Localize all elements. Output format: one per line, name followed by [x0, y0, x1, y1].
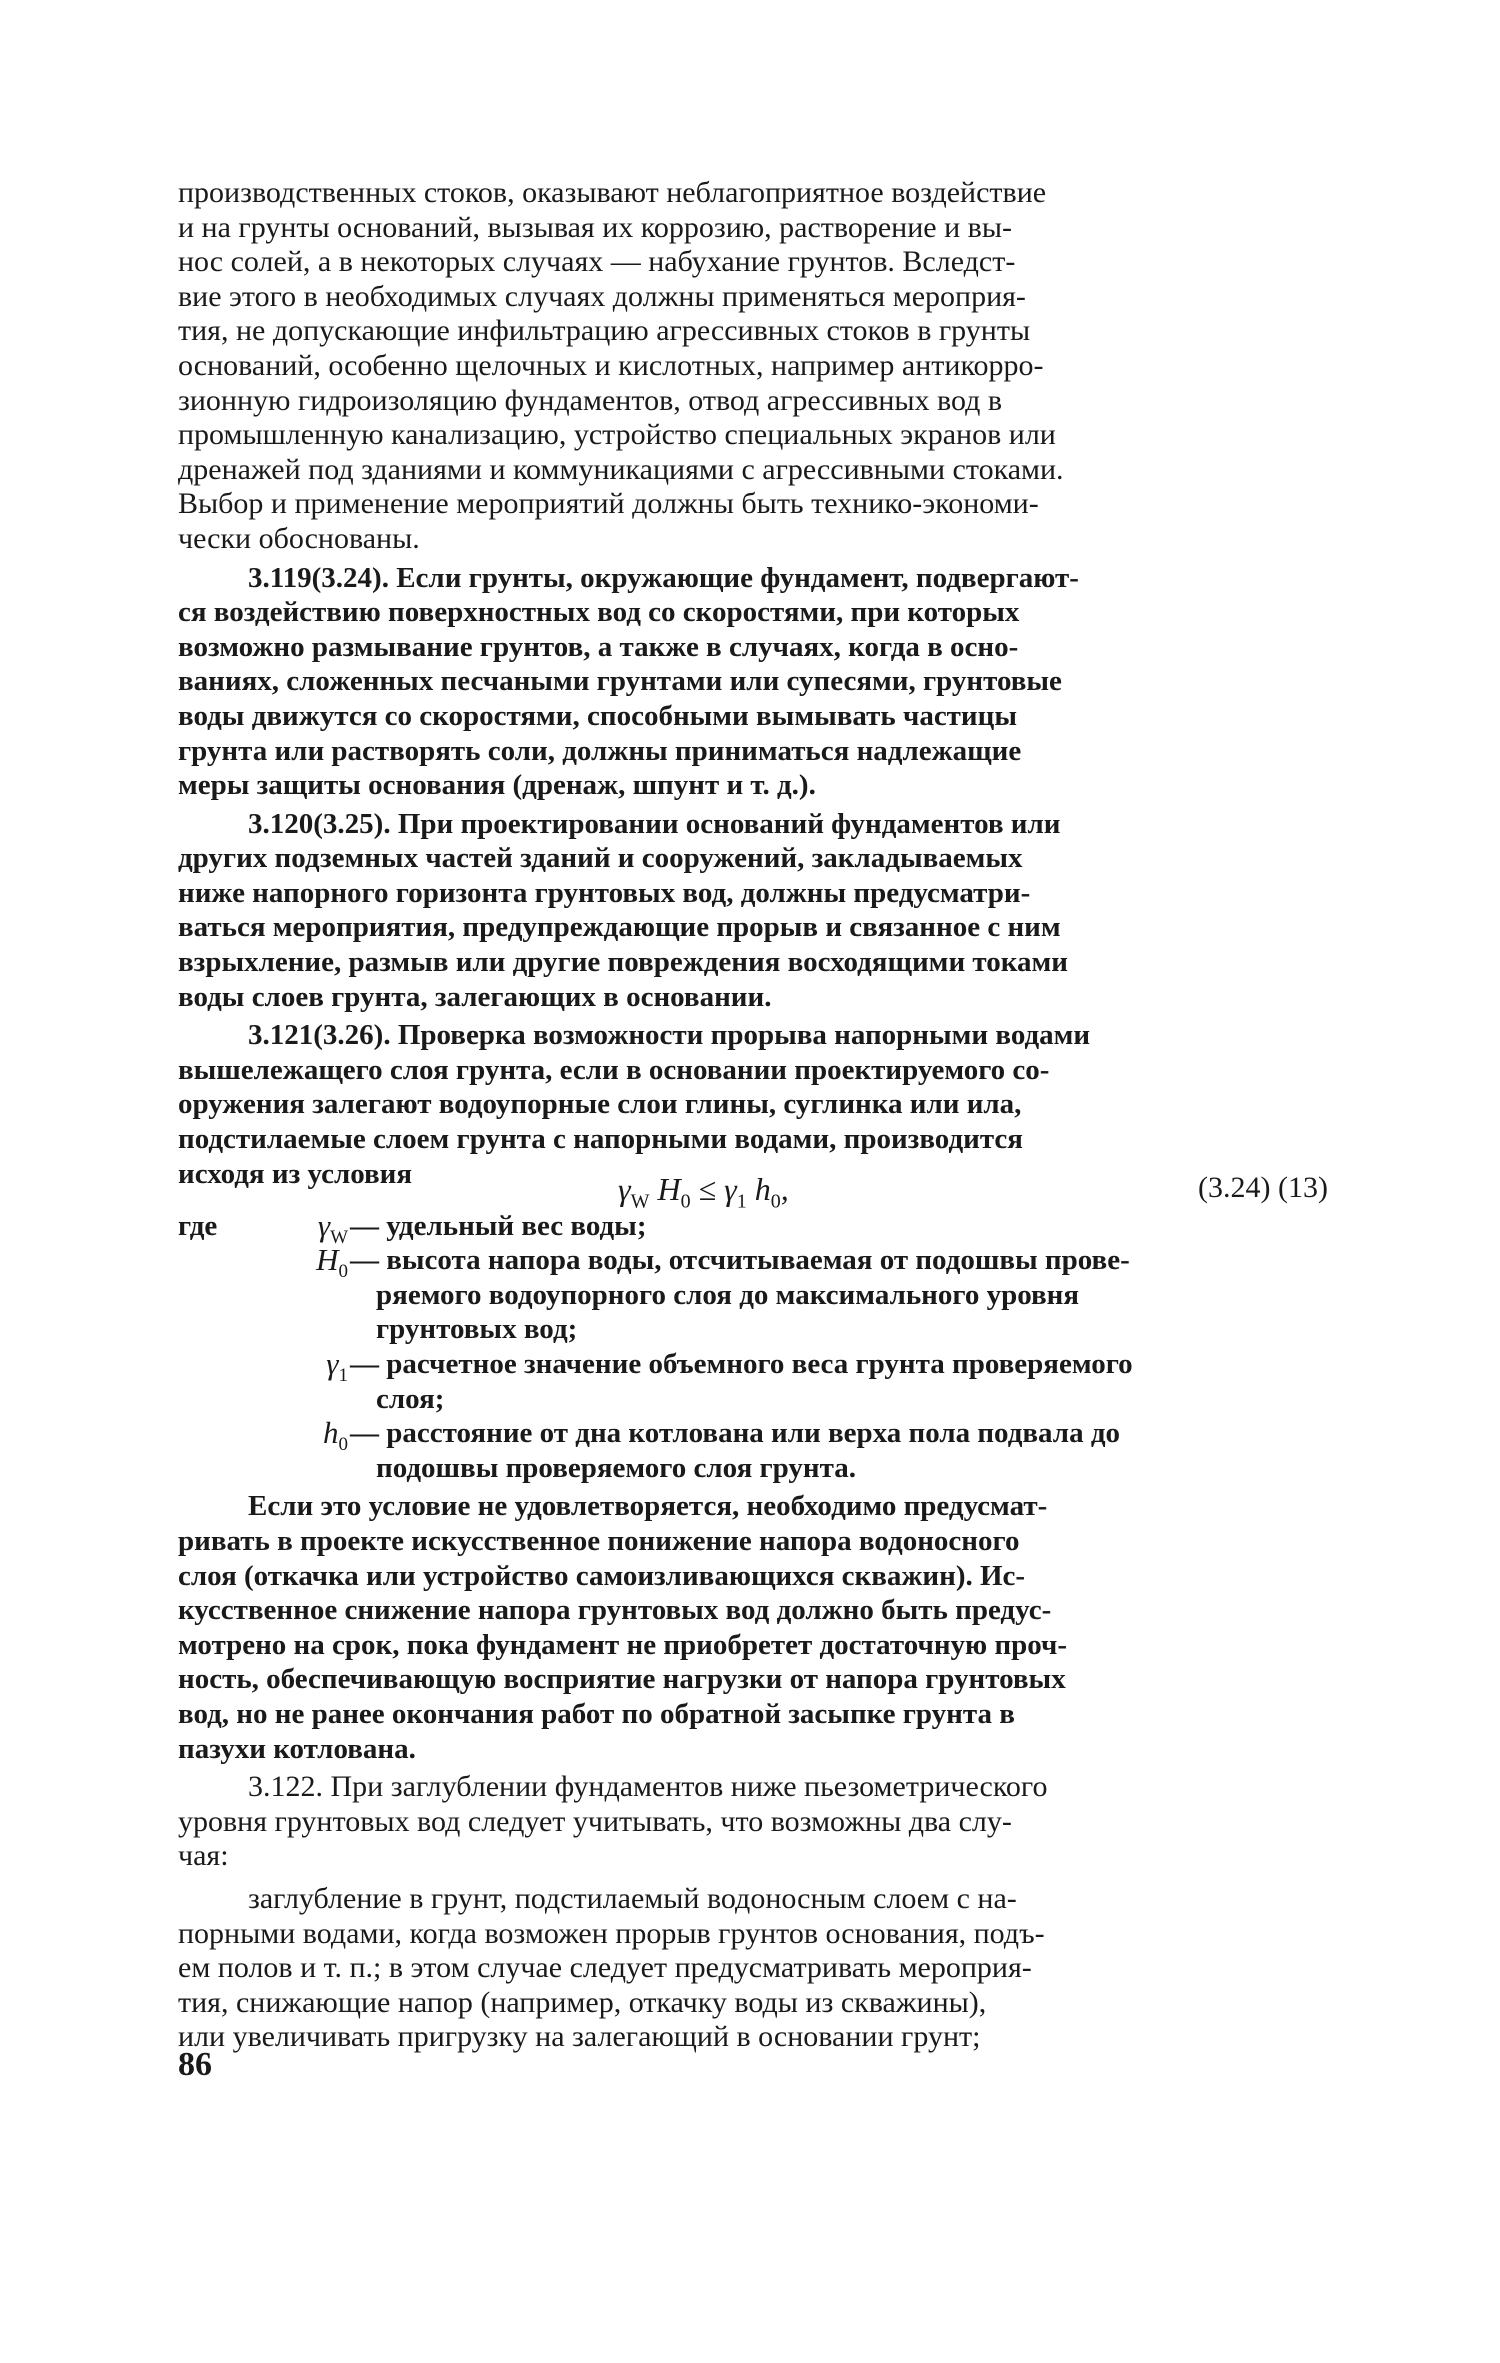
paragraph-condition — [178, 1489, 1328, 1766]
paragraph-3-122 — [178, 1770, 1328, 1874]
text-line: подошвы проверяемого слоя грунта. — [376, 1451, 856, 1484]
paragraph-3-120 — [178, 807, 1328, 1015]
text-line: пазухи котлована. — [178, 1732, 416, 1765]
text-line: Выбор и применение мероприятий должны быть технико-экономи- — [178, 487, 1039, 521]
text-line: тия, снижающие напор (например, откачку воды из скважины), — [178, 1985, 987, 2019]
text-line: — расчетное значение объемного веса грунта проверяемого — [350, 1348, 1133, 1380]
text-line: и на грунты оснований, вызывая их коррозию, растворение и вы- — [178, 210, 1012, 244]
symbol: $\gamma_1$ — [326, 1346, 348, 1387]
text-line: мотрено на срок, пока фундамент не приобретет достаточную проч- — [178, 1628, 1068, 1661]
text-line: кусственное снижение напора грунтовых вод должно быть предус- — [178, 1594, 1052, 1627]
text-line: других подземных частей зданий и сооружений, закладываемых — [178, 842, 1023, 875]
definition-h0 — [178, 1243, 1328, 1347]
text-line: слоя; — [376, 1382, 445, 1415]
text-line: 3.121(3.26). Проверка возможности прорыва напорными водами — [248, 1019, 1091, 1052]
definition-h0-small — [178, 1416, 1328, 1485]
text-line: оружения залегают водоупорные слои глины, суглинка или ила, — [178, 1088, 1022, 1121]
text-line: исходя из условия — [178, 1157, 413, 1190]
text-line: 3.119(3.24). Если грунты, окружающие фундамент, подвергают- — [248, 561, 1079, 594]
text-line: Если это условие не удовлетворяется, необходимо предусмат- — [248, 1490, 1048, 1523]
text-line: ниже напорного горизонта грунтовых вод, должны предусматри- — [178, 876, 1031, 909]
text-line: ряемого водоупорного слоя до максимального уровня — [376, 1278, 1080, 1311]
definition-gamma-w — [178, 1207, 1328, 1248]
symbol: $H_0$ — [316, 1242, 348, 1283]
text-line: — расстояние от дна котлована или верха пола подвала до — [350, 1417, 1121, 1450]
where-label: где — [178, 1209, 218, 1242]
text-line: взрыхление, размыв или другие повреждения восходящими токами — [178, 946, 1068, 979]
text-line: возможно размывание грунтов, а также в случаях, когда в осно- — [178, 630, 1019, 663]
text-line: ность, обеспечивающую восприятие нагрузки от напора грунтовых — [178, 1663, 1066, 1696]
text-line: порными водами, когда возможен прорыв грунтов основания, подъ- — [178, 1916, 1045, 1950]
text-line: вод, но не ранее окончания работ по обратной засыпке грунта в — [178, 1697, 1015, 1730]
symbol: $\gamma_W$ — [317, 1207, 348, 1248]
text-line: чески обоснованы. — [178, 521, 420, 555]
text-line: уровня грунтовых вод следует учитывать, что возможны два слу- — [178, 1804, 1012, 1838]
paragraph-3-119 — [178, 561, 1328, 803]
text-line: дренажей под зданиями и коммуникациями с агрессивными стоками. — [178, 452, 1064, 486]
text-line: ем полов и т. п.; в этом случае следует предусматривать мероприя- — [178, 1951, 1032, 1985]
page-number: 86 — [178, 2046, 212, 2083]
paragraph-3-121 — [178, 1018, 1328, 1156]
text-line: зионную гидроизоляцию фундаментов, отвод агрессивных вод в — [178, 383, 1003, 417]
text-line: ся воздействию поверхностных вод со скоростями, при которых — [178, 596, 1020, 629]
text-line: ривать в проекте искусственное понижение напора водоносного — [178, 1524, 1020, 1557]
text-line: ваться мероприятия, предупреждающие прорыв и связанное с ним — [178, 911, 1061, 944]
text-line: — высота напора воды, отсчитываемая от подошвы прове- — [350, 1244, 1130, 1277]
paragraph-case-one — [178, 1882, 1328, 2055]
text-line: — удельный вес воды; — [350, 1209, 647, 1242]
text-line: тия, не допускающие инфильтрацию агрессивных стоков в грунты — [178, 314, 1031, 348]
body-text — [178, 176, 1328, 2055]
symbol: $h_0$ — [323, 1415, 348, 1456]
text-line: промышленную канализацию, устройство специальных экранов или — [178, 418, 1056, 452]
equation-number: (3.24) (13) — [1198, 1170, 1328, 1204]
definition-gamma-1 — [178, 1347, 1328, 1416]
text-line: нос солей, а в некоторых случаях — набухание грунтов. Вследст- — [178, 245, 1016, 279]
text-line: 3.120(3.25). При проектировании оснований фундаментов или — [248, 807, 1061, 840]
text-line: меры защиты основания (дренаж, шпунт и т. д.). — [178, 769, 816, 802]
text-line: подстилаемые слоем грунта с напорными водами, производится — [178, 1123, 1023, 1156]
text-line: заглубление в грунт, подстилаемый водоносным слоем с на- — [248, 1881, 1017, 1915]
text-line: производственных стоков, оказывают неблагоприятное воздействие — [178, 176, 1047, 209]
symbol-definitions — [178, 1209, 1328, 1486]
text-line: грунта или растворять соли, должны приниматься надлежащие — [178, 734, 1022, 767]
text-line: воды слоев грунта, залегающих в основании. — [178, 980, 772, 1013]
text-line: оснований, особенно щелочных и кислотных, например антикорро- — [178, 348, 1044, 382]
text-line: слоя (откачка или устройство самоизливающихся скважин). Ис- — [178, 1559, 1026, 1592]
text-line: вие этого в необходимых случаях должны применяться мероприя- — [178, 279, 1026, 313]
text-line: ваниях, сложенных песчаными грунтами или супесями, грунтовые — [178, 665, 1062, 698]
text-line: чая: — [178, 1839, 229, 1873]
text-line: 3.122. При заглублении фундаментов ниже пьезометрического — [248, 1770, 1048, 1804]
text-line: вышележащего слоя грунта, если в основании проектируемого со- — [178, 1053, 1050, 1086]
text-line: или увеличивать пригрузку на залегающий в основании грунт; — [178, 2020, 981, 2054]
text-line: воды движутся со скоростями, способными вымывать частицы — [178, 699, 1017, 732]
text-line: грунтовых вод; — [376, 1313, 578, 1346]
formula-row — [178, 1157, 1328, 1213]
formula: $\gamma_W$ $H_0 \le \gamma_1$ $h_0$, — [618, 1170, 789, 1213]
paragraph-intro — [178, 176, 1328, 557]
